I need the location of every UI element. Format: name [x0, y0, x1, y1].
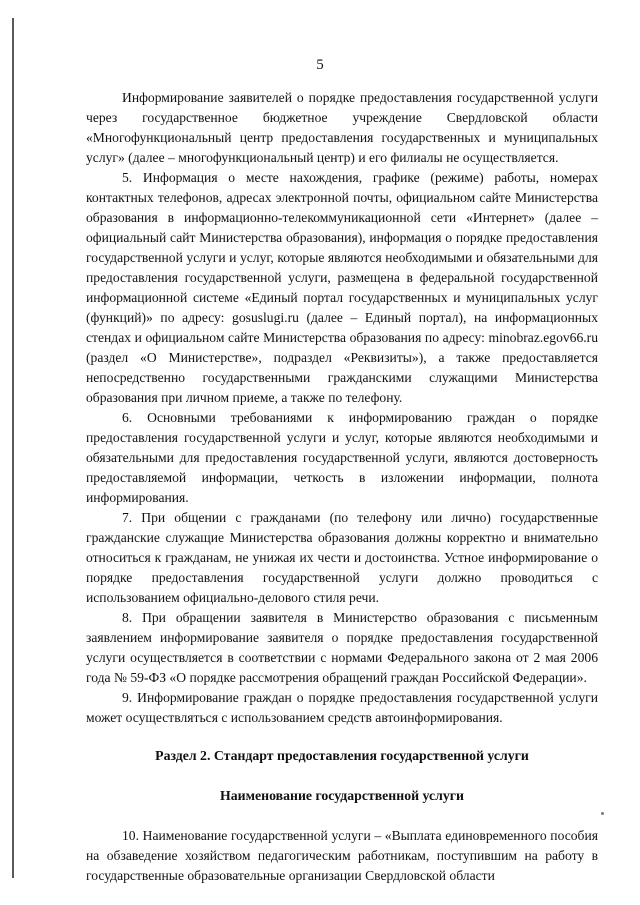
- section-heading: Раздел 2. Стандарт предоставления государственной услуги: [155, 748, 529, 763]
- paragraph-5: 5. Информация о месте нахождения, графике (режиме) работы, номерах контактных телефонов, адресах электронной почты, официальном сайте Министерства образования в информационно-телекоммуникационной сети «Интернет» (далее – официальный сайт Министерства образования), информация о порядке предоставления государственной услуги и услуг, которые являются необходимыми и обязательными для предоставления государственной услуги, размещена в федеральной государственной информационной системе «Единый портал государственных и муниципальных услуг (функций)» по адресу: gosuslugi.ru (далее – Единый портал), на информационных стендах и официальном сайте Министерства образования по адресу: minobraz.egov66.ru (раздел «О Министерстве», подраздел «Реквизиты»), а также предоставляется непосредственно государственными гражданскими служащими Министерства образования при личном приеме, а также по телефону.: [86, 170, 598, 405]
- paragraph-10: 10. Наименование государственной услуги – «Выплата единовременного пособия на обзаведение хозяйством педагогическим работникам, поступившим на работу в государственные образовательные организации Свердловской области: [86, 828, 598, 883]
- document-body: [86, 88, 598, 886]
- scan-speck: [601, 812, 604, 815]
- paragraph-8: 8. При обращении заявителя в Министерство образования с письменным заявлением информирование заявителя о порядке предоставления государственной услуги осуществляется в соответствии с нормами Федерального закона от 2 мая 2006 года № 59-ФЗ «О порядке рассмотрения обращений граждан Российской Федерации».: [86, 610, 598, 685]
- paragraph-9: 9. Информирование граждан о порядке предоставления государственной услуги может осуществляться с использованием средств автоинформирования.: [86, 690, 598, 725]
- paragraph-7: 7. При общении с гражданами (по телефону или лично) государственные гражданские служащие Министерства образования должны корректно и внимательно относиться к гражданам, не унижая их чести и достоинства. Устное информирование о порядке предоставления государственной услуги должно проводиться с использованием официально-делового стиля речи.: [86, 510, 598, 605]
- paragraph-mfc-info: Информирование заявителей о порядке предоставления государственной услуги через государственное бюджетное учреждение Свердловской области «Многофункциональный центр предоставления государственных и муниципальных услуг» (далее – многофункциональный центр) и его филиалы не осуществляется.: [86, 90, 598, 165]
- page-number: 5: [316, 57, 324, 73]
- paragraph-6: 6. Основными требованиями к информированию граждан о порядке предоставления государственной услуги и услуг, которые являются необходимыми и обязательными для предоставления государственной услуги, являются достоверность предоставляемой информации, четкость в изложении информации, полнота информирования.: [86, 410, 598, 505]
- subsection-heading: Наименование государственной услуги: [220, 788, 464, 803]
- scan-border-line: [12, 18, 14, 878]
